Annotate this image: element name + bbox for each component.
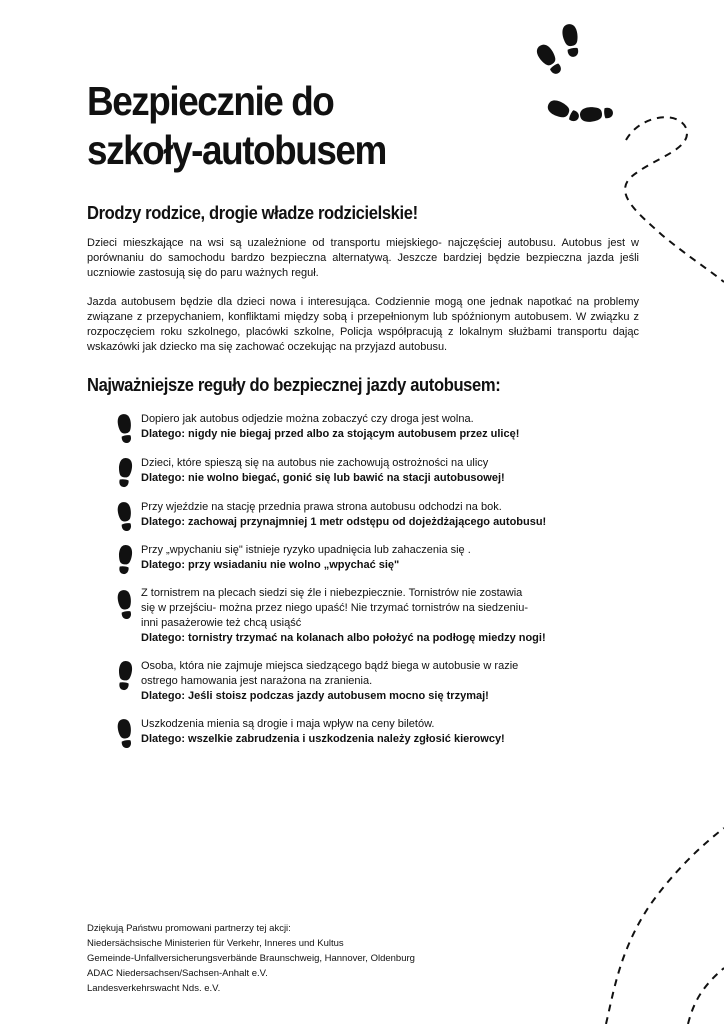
intro-paragraph-1: Dzieci mieszkające na wsi są uzależnione od transportu miejskiego- najczęściej autobusu. Autobus jest w porównaniu do samochodu bardzo bezpieczna alternatywą. Jeszcze bardziej będzie bezpieczna jazda jeśli uczniowie zastosują się do paru ważnych reguł. — [87, 237, 639, 279]
footprint-icon — [117, 414, 133, 444]
dashed-path — [625, 117, 724, 282]
rule-line: się w przejściu- można przez niego upaść! Nie trzymać tornistrów na siedzeniu- — [141, 602, 528, 614]
partners-footer — [87, 921, 415, 996]
rule-tip: Dlatego: wszelkie zabrudzenia i uszkodzenia należy zgłosić kierowcy! — [141, 733, 505, 745]
footer-line: Landesverkehrswacht Nds. e.V. — [87, 983, 221, 994]
footer-line: Gemeinde-Unfallversicherungsverbände Braunschweig, Hannover, Oldenburg — [87, 953, 415, 964]
footprint-icon — [534, 42, 565, 77]
rule-text — [141, 456, 569, 486]
rule-tip: Dlatego: zachowaj przynajmniej 1 metr odstępu od dojeżdżającego autobusu! — [141, 516, 547, 528]
dashed-path — [688, 968, 724, 1024]
footprint-icon — [117, 458, 133, 488]
title-line-1: Bezpiecznie do — [87, 78, 334, 124]
rule-tip: Dlatego: nigdy nie biegaj przed albo za stojącym autobusem przez ulicę! — [141, 428, 520, 440]
rule-line: Dzieci, które spieszą się na autobus nie zachowują ostrożności na ulicy — [141, 457, 489, 469]
intro-paragraph-2: Jazda autobusem będzie dla dzieci nowa i interesująca. Codziennie mogą one jednak napotkać na problemy związane z przepychaniem, konfliktami między sobą i przepełnionym lub spóźnionym autobusem. W związku z rozpoczęciem roku szkolnego, placówki szkolne, Policja współpracują z lokalnym służbami transportu dając wskazówki jak dziecko ma się zachować oczekując na przyjazd autobusu. — [87, 296, 639, 353]
footprint-icon — [561, 23, 581, 58]
footprint-icon — [579, 105, 613, 122]
rule-text — [141, 586, 569, 646]
rule-line: Osoba, która nie zajmuje miejsca siedzącego bądź biega w autobusie w razie — [141, 660, 519, 672]
footer-line: Dziękują Państwu promowani partnerzy tej akcji: — [87, 923, 291, 934]
rule-text — [141, 717, 569, 747]
footprint-icon — [117, 502, 133, 532]
dashed-path — [606, 828, 724, 1024]
rule-line: ostrego hamowania jest narażona na zranienia. — [141, 675, 373, 687]
footprint-icon — [117, 661, 133, 691]
title-line-2: szkoły-autobusem — [87, 127, 386, 173]
page-title — [87, 77, 555, 175]
rule-text — [141, 500, 569, 530]
rule-line: Uszkodzenia mienia są drogie i maja wpływ na ceny biletów. — [141, 718, 435, 730]
rule-text — [141, 543, 569, 573]
footprint-icon — [117, 719, 133, 749]
rule-line: Przy „wpychaniu się" istnieje ryzyko upadnięcia lub zahaczenia się . — [141, 544, 471, 556]
footprint-icon — [117, 545, 133, 575]
rule-tip: Dlatego: nie wolno biegać, gonić się lub bawić na stacji autobusowej! — [141, 472, 505, 484]
rule-tip: Dlatego: przy wsiadaniu nie wolno „wpychać się" — [141, 559, 400, 571]
footer-line: Niedersächsische Ministerien für Verkehr, Inneres und Kultus — [87, 938, 344, 949]
rule-tip: Dlatego: Jeśli stoisz podczas jazdy autobusem mocno się trzymaj! — [141, 690, 489, 702]
footer-line: ADAC Niedersachsen/Sachsen-Anhalt e.V. — [87, 968, 268, 979]
rule-text — [141, 659, 569, 704]
rules-heading: Najważniejsze reguły do bezpiecznej jazdy autobusem: — [87, 375, 501, 395]
rule-tip: Dlatego: tornistry trzymać na kolanach albo położyć na podłogę miedzy nogi! — [141, 632, 546, 644]
rule-line: Dopiero jak autobus odjedzie można zobaczyć czy droga jest wolna. — [141, 413, 474, 425]
footprint-icon — [117, 590, 133, 620]
rule-line: inni pasażerowie też chcą usiąść — [141, 617, 302, 629]
rule-line: Z tornistrem na plecach siedzi się źle i niebezpiecznie. Tornistrów nie zostawia — [141, 587, 523, 599]
rule-text — [141, 412, 569, 442]
subtitle: Drodzy rodzice, drogie władze rodzicielskie! — [87, 203, 418, 223]
rule-line: Przy wjeździe na stację przednia prawa strona autobusu odchodzi na bok. — [141, 501, 502, 513]
